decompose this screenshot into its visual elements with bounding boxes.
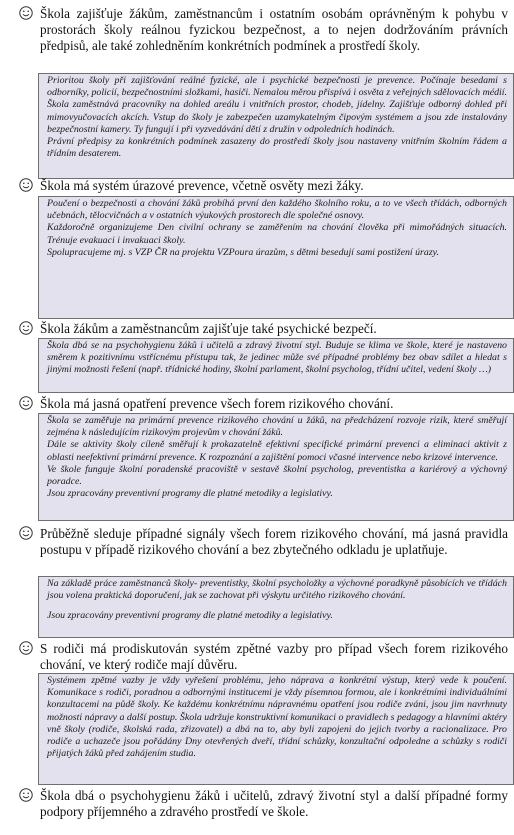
criterion-text: Škola zajišťuje žákům, zaměstnancům i ostatním osobám oprávněným k pohybu v prostorách školy reálnou fyzickou bezpečnost, a to nejen dodržováním právních předpisů, ale také zohledněním konkrétních podmínek a prostředí školy. <box>40 6 508 53</box>
evidence-paragraph: Každoročně organizujeme Den civilní ochrany se zaměřením na chování člověka při mimořádných situacích. Trénuje evakuaci i invakuaci školy. <box>47 222 507 246</box>
criterion-4 <box>0 396 508 412</box>
evidence-paragraph: Právní předpisy za konkrétních podmínek zasazeny do prostředí školy jsou nastaveny vnitřním školním řádem a třídním desaterem. <box>47 136 507 160</box>
criterion-5 <box>0 526 508 558</box>
evidence-box-6 <box>38 673 514 785</box>
evidence-box-3 <box>38 338 514 393</box>
evidence-paragraph: Škola dbá se na psychohygienu žáků i učitelů a zdravý životní styl. Buduje se klima ve škole, které je nastaveno směrem k pozitivnímu vstřícnému přístupu tak, že jedinec může své případné problémy bez obav sdílet a hledat s jinými možnosti řešení (např. třídnické hodiny, školní parlament, školní psycholog, třídní učitel, vedení školy …) <box>47 340 507 376</box>
criterion-text: Škola má systém úrazové prevence, včetně osvěty mezi žáky. <box>40 178 364 193</box>
evidence-box-2 <box>38 196 514 319</box>
evidence-paragraph: Ve škole funguje školní poradenské pracoviště v sestavě školní psycholog, preventistka a kariérový a výchovný poradce. <box>47 463 507 488</box>
evidence-box-4 <box>38 413 514 521</box>
criterion-text: Škola žákům a zaměstnancům zajišťuje také psychické bezpečí. <box>40 321 377 336</box>
smiley-face-icon <box>19 526 33 540</box>
evidence-box-5 <box>38 576 514 638</box>
criterion-2 <box>0 178 508 194</box>
evidence-paragraph: Dále se aktivity školy cíleně směřují k prokazatelně efektivní specifické primární prevenci a eliminaci aktivit z oblasti neefektivní primární prevence. K rozpoznání a zajištění pomoci včasné intervence nebo krizové intervence. <box>47 439 507 463</box>
smiley-face-icon <box>19 641 33 655</box>
evidence-box-1 <box>38 73 514 179</box>
smiley-face-icon <box>19 178 33 192</box>
evidence-paragraph: Škola se zaměřuje na primární prevence rizikového chování u žáků, na předcházení rozvoje rizik, které směřují zejména k následujícím rizikovým projevům v chování žáků. <box>47 415 507 439</box>
evidence-paragraph: Prioritou školy při zajišťování reálné fyzické, ale i psychické bezpečnosti je prevence. Počínaje besedami s odborníky, policií, bezpečnostními složkami, hasiči. Nemalou měrou přispívá i osvěta z veřejných sdělovacích médií. Škola zaměstnává pracovníky na dohled areálu i vnitřních prostor, chodeb, jídelny. Zajišťuje odborný dohled při mimovyučovacích akcích. Vstup do školy je zabezpečen uzamykatelným čipovým systémem a jsou zde instalovány bezpečnostní kamery. Ty fungují i při vyzvedávání dětí z družin v odpoledních hodinách. <box>47 75 507 135</box>
evidence-paragraph: Systémem zpětné vazby je vždy vyřešení problému, jeho náprava a konkrétní výstup, který vede k poučení. Komunikace s rodiči, poradnou a odbornými institucemi je vždy písemnou formou, ale i konkrétními individuálními konzultacemi na půdě školy. Ke každému konkrétnímu nápravnému opatření jsou rodiče zváni, jsou jim navrhnuty možnosti nápravy a další postup. Škola udržuje konstruktivní komunikaci o pravidlech s pedagogy a hlavními aktéry vně školy (rodiče, školská rada, zřizovatel) a dbá na to, aby byli zapojeni do jejich tvorby a racionalizace. Pro rodiče a uchazeče jsou pořádány Dny otevřených dveří, třídní schůzky, konzultační odpoledne a schůzky s rodiči přijatých žáků před zahájením studia. <box>47 675 507 760</box>
evidence-paragraph: Poučení o bezpečnosti a chování žáků probíhá první den každého školního roku, a to ve všech třídách, odborných učebnách, tělocvičnách a v ostatních výukových prostorech dle společné osnovy. <box>47 198 507 222</box>
smiley-face-icon <box>19 321 33 335</box>
criterion-text: Průběžně sleduje případné signály všech forem rizikového chování, má jasná pravidla postupu v případě rizikového chování a bez zbytečného odkladu je uplatňuje. <box>40 526 508 557</box>
evidence-paragraph: Jsou zpracovány preventivní programy dle platné metodiky a legislativy. <box>47 610 333 622</box>
criterion-text: Škola má jasná opatření prevence všech forem rizikového chování. <box>40 396 394 411</box>
smiley-face-icon <box>19 788 33 802</box>
criterion-3 <box>0 321 508 337</box>
smiley-face-icon <box>19 6 33 20</box>
criterion-text: S rodiči má prodiskutován systém zpětné vazby pro případ všech forem rizikového chování, ve který rodiče mají důvěru. <box>40 641 508 672</box>
evidence-paragraph: Jsou zpracovány preventivní programy dle platné metodiky a legislativy. <box>47 488 333 500</box>
criterion-1 <box>0 6 508 54</box>
evidence-paragraph: Spolupracujeme mj. s VZP ČR na projektu VZPoura úrazům, s dětmi besedují sami postižení úrazy. <box>47 246 439 258</box>
smiley-face-icon <box>19 396 33 410</box>
criterion-text: Škola dbá o psychohygienu žáků i učitelů, zdravý životní styl a další případné formy podpory příjemného a zdravého prostředí ve škole. <box>40 788 508 819</box>
criterion-7 <box>0 788 508 820</box>
evidence-paragraph: Na základě práce zaměstnanců školy- preventistky, školní psycholožky a výchovné poradkyně působících ve třídách jsou volena praktická doporučení, jak se zachovat při výskytu určitého rizikového chování. <box>47 578 507 602</box>
criterion-6 <box>0 641 508 673</box>
